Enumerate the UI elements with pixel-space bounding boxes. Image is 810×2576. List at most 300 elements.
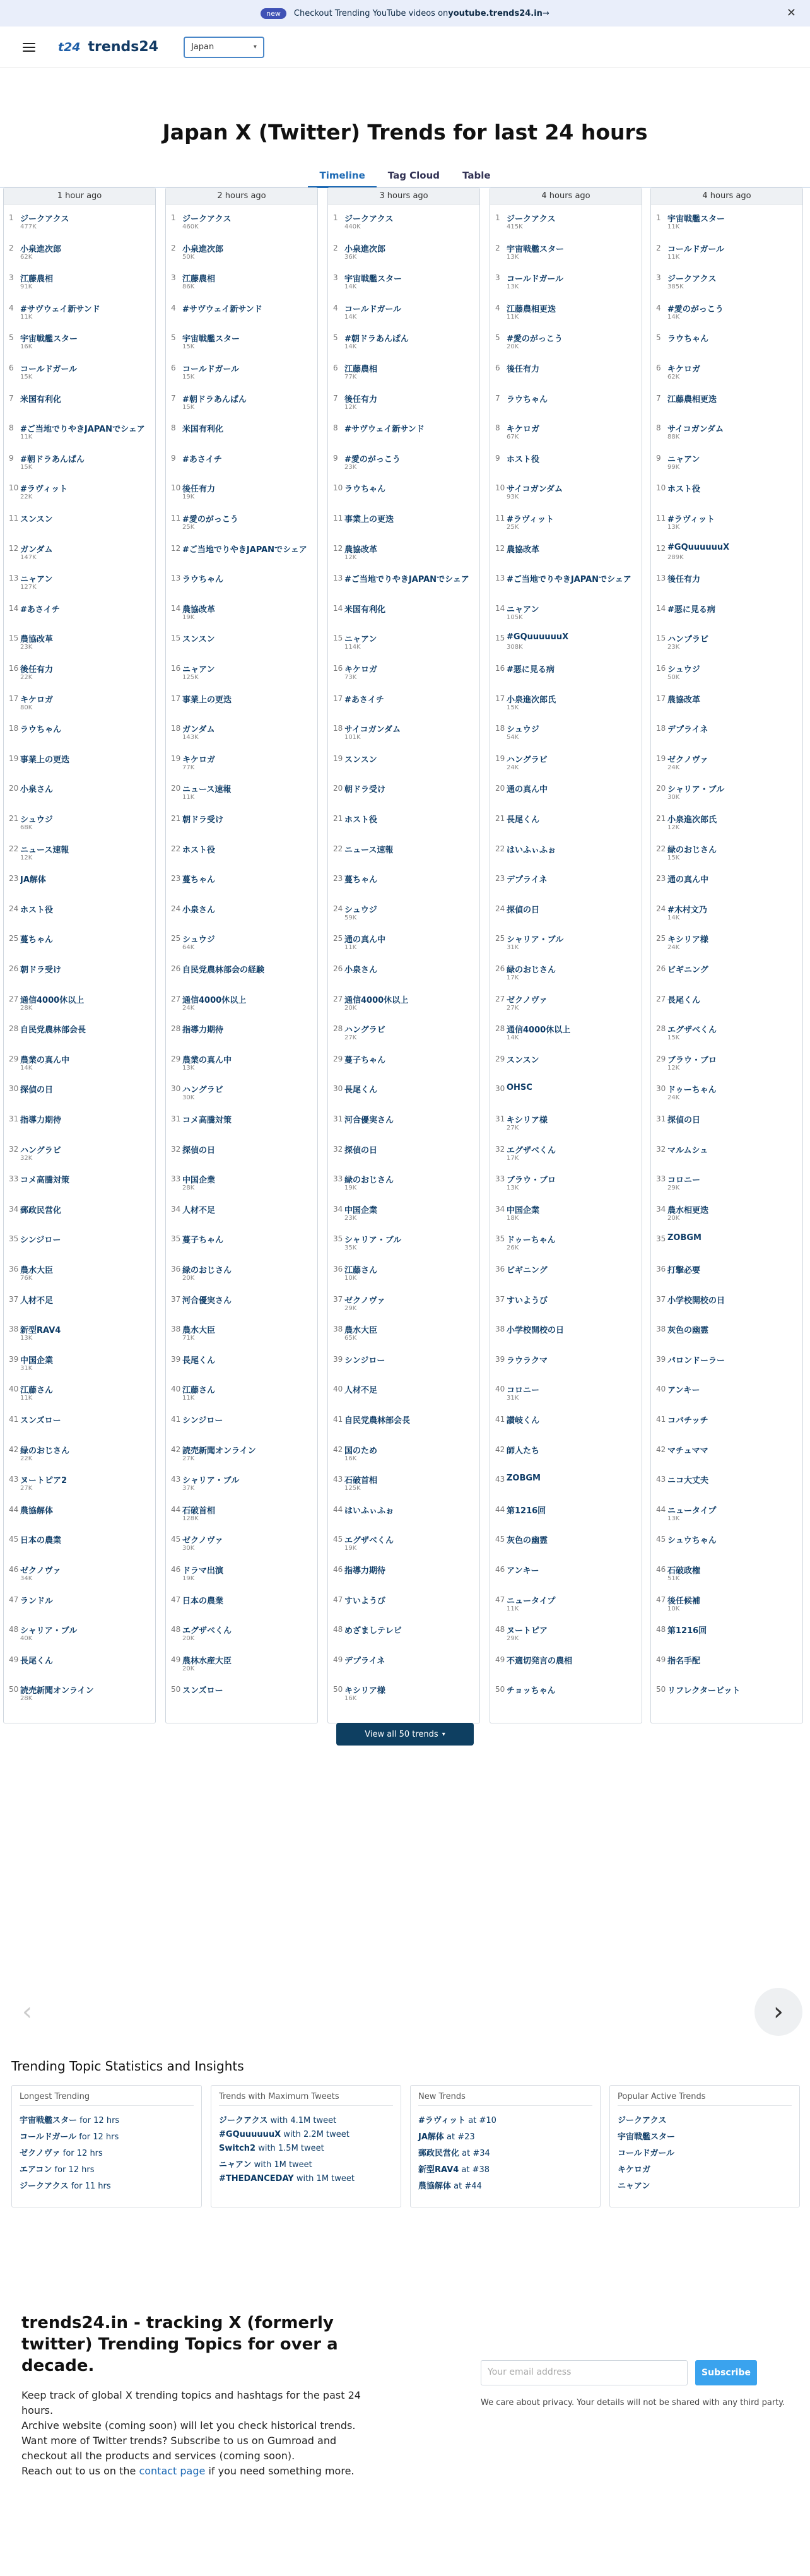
tweet-count: 27K	[20, 1485, 33, 1492]
tab-tag-cloud[interactable]: Tag Cloud	[387, 170, 440, 181]
trend-link[interactable]: デプライネ	[344, 1656, 385, 1666]
trend-link[interactable]: ZOBGM	[667, 1233, 701, 1243]
stat-trend-link[interactable]: コールドガール	[20, 2132, 77, 2142]
stat-trend-link[interactable]: ジークアクス	[20, 2182, 69, 2191]
trend-link[interactable]: 蔓ちゃん	[20, 935, 54, 945]
trend-link[interactable]: 河合優実さん	[182, 1296, 232, 1306]
trend-link[interactable]: シンジロー	[344, 1356, 385, 1366]
trend-link[interactable]: 通信4000休以上	[344, 995, 409, 1005]
trend-link[interactable]: 指導力期待	[344, 1566, 386, 1576]
trend-link[interactable]: 蔓子ちゃん	[344, 1055, 386, 1065]
trend-link[interactable]: コメ高騰対策	[20, 1176, 70, 1186]
trend-link[interactable]: ラウちゃん	[182, 575, 224, 585]
trend-link[interactable]: 小泉さん	[20, 785, 54, 795]
trend-link[interactable]: マルムシュ	[667, 1145, 708, 1155]
stat-trend-link[interactable]: ゼクノヴァ	[20, 2149, 61, 2158]
trend-link[interactable]: シャリア・ブル	[20, 1626, 78, 1636]
stat-trend-link[interactable]: 宇宙戦艦スター	[618, 2132, 676, 2142]
tweet-count: 289K	[667, 553, 684, 561]
trend-link[interactable]: 江藤農相更迭	[507, 304, 556, 314]
prev-arrow-icon[interactable]: ‹	[3, 1988, 51, 2036]
trend-link[interactable]: 通信4000休以上	[182, 995, 247, 1005]
trend-link[interactable]: スンスン	[344, 755, 377, 765]
trend-link[interactable]: 緑のおじさん	[667, 845, 717, 855]
tab-timeline[interactable]: Timeline	[308, 166, 376, 188]
trend-link[interactable]: OHSC	[507, 1083, 532, 1093]
trend-link[interactable]: すいようび	[344, 1596, 386, 1606]
trend-link[interactable]: ニャアン	[667, 454, 700, 464]
trend-link[interactable]: #愛のがっこう	[667, 304, 724, 314]
close-icon[interactable]: ✕	[786, 6, 796, 20]
trend-link[interactable]: 後任候補	[667, 1596, 701, 1606]
trend-link[interactable]: ホスト役	[182, 845, 216, 855]
trend-link[interactable]: 不適切発言の農相	[507, 1656, 573, 1666]
trend-link[interactable]: 江藤さん	[182, 1386, 216, 1396]
trend-link[interactable]: 後任有力	[344, 394, 378, 405]
stat-trend-link[interactable]: 農協解体	[418, 2182, 452, 2191]
trend-link[interactable]: ニュース速報	[182, 785, 232, 795]
trend-link[interactable]: 米国有利化	[344, 605, 386, 615]
trend-link[interactable]: 朝ドラ受け	[344, 785, 386, 795]
stat-trend-link[interactable]: #GQuuuuuuX	[219, 2130, 281, 2139]
trend-link[interactable]: #ご当地でりやきJAPANでシェア	[182, 545, 307, 555]
trend-link[interactable]: 江藤さん	[344, 1266, 378, 1275]
trend-link[interactable]: キシリア様	[507, 1116, 548, 1125]
trend-link[interactable]: #ラヴィット	[20, 485, 68, 495]
logo[interactable]: t24	[58, 40, 81, 54]
trend-link[interactable]: 江藤農相更迭	[667, 394, 717, 405]
trend-link[interactable]: 後任有力	[182, 485, 216, 495]
trend-link[interactable]: #サヴウェイ新サンド	[20, 304, 100, 314]
trend-link[interactable]: 日本の農業	[20, 1536, 62, 1546]
trend-link[interactable]: 小泉さん	[344, 966, 378, 975]
trend-link[interactable]: 農業の真ん中	[20, 1055, 70, 1065]
trend-link[interactable]: キケロガ	[507, 425, 540, 435]
trend-link[interactable]: 通信4000休以上	[20, 995, 85, 1005]
trend-link[interactable]: 朝ドラ受け	[182, 815, 224, 825]
stat-trend-link[interactable]: #THEDANCEDAY	[219, 2174, 294, 2183]
trend-link[interactable]: 宇宙戦艦スター	[667, 215, 725, 224]
trend-link[interactable]: #GQuuuuuuX	[667, 542, 730, 552]
trend-link[interactable]: 宇宙戦艦スター	[344, 275, 402, 285]
stat-trend-link[interactable]: 宇宙戦艦スター	[20, 2116, 78, 2125]
email-input[interactable]: Your email address	[481, 2360, 688, 2385]
trend-link[interactable]: #サヴウェイ新サンド	[344, 425, 425, 435]
trend-link[interactable]: 探偵の日	[20, 1085, 54, 1096]
stat-trend-link[interactable]: エアコン	[20, 2165, 52, 2175]
trend-link[interactable]: 緑のおじさん	[182, 1266, 232, 1275]
trend-link[interactable]: ホスト役	[507, 454, 540, 464]
trend-link[interactable]: ニャアン	[182, 665, 215, 675]
trend-link[interactable]: 事業上の更迭	[20, 755, 70, 765]
trend-link[interactable]: ゼクノヴァ	[667, 755, 708, 765]
trend-link[interactable]: 小泉進次郎	[344, 244, 386, 254]
trend-link[interactable]: ビギニング	[667, 966, 708, 975]
trend-link[interactable]: 読売新聞オンライン	[182, 1446, 256, 1456]
trend-link[interactable]: エグザベくん	[182, 1626, 232, 1636]
trend-link[interactable]: 郵政民営化	[20, 1205, 62, 1215]
trend-link[interactable]: 第1216回	[667, 1626, 707, 1636]
trend-link[interactable]: #朝ドラあんぱん	[20, 454, 85, 464]
trend-link[interactable]: 長尾くん	[667, 995, 701, 1005]
trend-link[interactable]: ニャアン	[344, 635, 377, 645]
trend-rank: 37	[171, 1294, 181, 1304]
trend-link[interactable]: ジークアクス	[182, 215, 232, 224]
trend-link[interactable]: 探偵の日	[507, 905, 540, 915]
trend-link[interactable]: 小泉進次郎	[182, 244, 224, 254]
trend-link[interactable]: ニュース速報	[20, 845, 69, 855]
trend-link[interactable]: 通の真ん中	[344, 935, 386, 945]
trend-link[interactable]: コールドガール	[20, 365, 78, 374]
trend-link[interactable]: 灰色の幽霊	[667, 1326, 709, 1336]
trend-link[interactable]: ハングラビ	[344, 1025, 385, 1036]
trend-link[interactable]: デプライネ	[667, 725, 708, 735]
trend-link[interactable]: ドゥーちゃん	[667, 1085, 717, 1096]
trend-row	[490, 1354, 642, 1381]
trend-link[interactable]: ドゥーちゃん	[507, 1236, 556, 1246]
trend-row	[328, 1023, 479, 1051]
trend-link[interactable]: シャリア・ブル	[507, 935, 564, 945]
trend-link[interactable]: 農業の真ん中	[182, 1055, 232, 1065]
next-arrow-icon[interactable]: ›	[754, 1988, 802, 2036]
trend-link[interactable]: ホスト役	[20, 905, 54, 915]
trend-link[interactable]: 緑のおじさん	[20, 1446, 70, 1456]
trend-link[interactable]: 中国企業	[182, 1176, 216, 1186]
trend-link[interactable]: 師人たち	[507, 1446, 540, 1456]
trend-link[interactable]: 中国企業	[507, 1205, 540, 1215]
trend-link[interactable]: コールドガール	[344, 304, 402, 314]
trend-link[interactable]: はいふぃふぉ	[507, 845, 556, 855]
trend-link[interactable]: 農協解体	[20, 1506, 54, 1516]
trend-link[interactable]: スンスン	[182, 635, 215, 645]
trend-link[interactable]: 中国企業	[20, 1356, 54, 1366]
trend-link[interactable]: 蔓ちゃん	[182, 875, 216, 885]
trend-link[interactable]: シャリア・ブル	[344, 1236, 402, 1246]
trend-link[interactable]: キシリア様	[344, 1686, 385, 1696]
trend-link[interactable]: スンズロー	[182, 1686, 223, 1696]
trend-link[interactable]: コールドガール	[182, 365, 240, 374]
trend-link[interactable]: スンズロー	[20, 1416, 61, 1426]
trend-link[interactable]: #あさイチ	[182, 454, 222, 464]
trend-link[interactable]: スンスン	[20, 515, 53, 524]
trend-link[interactable]: 宇宙戦艦スター	[20, 334, 78, 345]
trend-link[interactable]: 国のため	[344, 1446, 378, 1456]
trend-link[interactable]: コロニー	[507, 1386, 540, 1396]
trend-link[interactable]: 讃岐くん	[507, 1416, 540, 1426]
trend-link[interactable]: シュウジ	[507, 725, 539, 735]
stat-trend-link[interactable]: JA解体	[418, 2132, 444, 2142]
brand-name[interactable]: trends24	[88, 39, 158, 55]
trend-row	[651, 332, 802, 360]
trend-link[interactable]: キケロガ	[344, 665, 378, 675]
tab-table[interactable]: Table	[462, 170, 491, 181]
trend-link[interactable]: ニャアン	[507, 605, 539, 615]
trend-link[interactable]: 新型RAV4	[20, 1326, 61, 1336]
trend-link[interactable]: 小泉進次郎氏	[507, 695, 556, 705]
trend-link[interactable]: ハングラビ	[182, 1085, 223, 1096]
trend-link[interactable]: ハングラビ	[20, 1145, 61, 1155]
trend-link[interactable]: 長尾くん	[182, 1356, 216, 1366]
trend-link[interactable]: シュウジ	[182, 935, 215, 945]
trend-link[interactable]: シュウジ	[667, 665, 700, 675]
trend-link[interactable]: キシリア様	[667, 935, 708, 945]
trend-row	[4, 1023, 155, 1051]
trend-link[interactable]: 石破首相	[182, 1506, 216, 1516]
trend-link[interactable]: チョッちゃん	[507, 1686, 556, 1696]
trend-link[interactable]: #ご当地でりやきJAPANでシェア	[344, 575, 469, 585]
trend-link[interactable]: シュウジ	[20, 815, 53, 825]
trend-link[interactable]: ゼクノヴァ	[182, 1536, 223, 1546]
trend-link[interactable]: キケロガ	[667, 365, 701, 374]
trend-link[interactable]: 中国企業	[344, 1205, 378, 1215]
trend-link[interactable]: 朝ドラ受け	[20, 966, 62, 975]
trend-link[interactable]: 指導力期待	[182, 1025, 224, 1036]
trend-link[interactable]: 第1216回	[507, 1506, 546, 1516]
trend-link[interactable]: #サヴウェイ新サンド	[182, 304, 262, 314]
trend-link[interactable]: 小泉進次郎氏	[667, 815, 717, 825]
trend-link[interactable]: 通の真ん中	[507, 785, 548, 795]
trend-link[interactable]: 事業上の更迭	[182, 695, 232, 705]
trend-rank: 23	[171, 874, 181, 883]
trend-link[interactable]: 後任有力	[507, 365, 540, 374]
trend-link[interactable]: エグザベくん	[667, 1025, 717, 1036]
trend-link[interactable]: ラウちゃん	[667, 334, 709, 345]
trend-link[interactable]: 通信4000休以上	[507, 1025, 571, 1036]
trend-link[interactable]: 指名手配	[667, 1656, 701, 1666]
trend-link[interactable]: ジークアクス	[344, 215, 394, 224]
trend-link[interactable]: 長尾くん	[344, 1085, 378, 1096]
trend-link[interactable]: ゼクノヴァ	[344, 1296, 385, 1306]
trend-link[interactable]: ジークアクス	[667, 275, 717, 285]
trend-link[interactable]: キケロガ	[20, 695, 54, 705]
trend-link[interactable]: 通の真ん中	[667, 875, 709, 885]
trend-link[interactable]: 人材不足	[344, 1386, 378, 1396]
trend-link[interactable]: エグザベくん	[344, 1536, 394, 1546]
trend-link[interactable]: ハングラビ	[507, 755, 548, 765]
trend-link[interactable]: ニコ大丈夫	[667, 1476, 709, 1486]
trend-rank: 30	[171, 1084, 181, 1094]
trend-link[interactable]: 事業上の更迭	[344, 515, 394, 524]
country-select[interactable]	[184, 37, 264, 58]
trend-link[interactable]: コールドガール	[507, 275, 564, 285]
trend-link[interactable]: 江藤農相	[20, 275, 54, 285]
trend-link[interactable]: シンジロー	[20, 1236, 61, 1246]
trend-link[interactable]: 自民党農林部会長	[344, 1416, 411, 1426]
trend-link[interactable]: サイコガンダム	[344, 725, 401, 735]
trend-link[interactable]: アンキー	[667, 1386, 700, 1396]
trend-link[interactable]: #愛のがっこう	[182, 515, 238, 524]
trend-link[interactable]: 打撃必要	[667, 1266, 701, 1275]
stat-trend-link[interactable]: コールドガール	[618, 2149, 675, 2158]
trend-link[interactable]: ニュータイプ	[667, 1506, 717, 1516]
trend-link[interactable]: 小学校開校の日	[667, 1296, 725, 1306]
trend-link[interactable]: シャリア・ブル	[667, 785, 725, 795]
trend-row	[651, 723, 802, 750]
banner-link[interactable]: youtube.trends24.in	[448, 8, 543, 18]
trend-link[interactable]: デプライネ	[507, 875, 548, 885]
trend-link[interactable]: #GQuuuuuuX	[507, 632, 569, 642]
trend-link[interactable]: #悪に見る病	[667, 605, 715, 615]
subscribe-button[interactable]: Subscribe	[695, 2360, 757, 2385]
trend-rank: 4	[495, 303, 500, 312]
trend-link[interactable]: #愛のがっこう	[507, 334, 563, 345]
trend-link[interactable]: ニュータイプ	[507, 1596, 556, 1606]
trend-link[interactable]: 石破首相	[344, 1476, 378, 1486]
trend-link[interactable]: #ご当地でりやきJAPANでシェア	[20, 425, 145, 435]
trend-link[interactable]: 蔓ちゃん	[344, 875, 378, 885]
trend-link[interactable]: すいようび	[507, 1296, 548, 1306]
trend-link[interactable]: 江藤さん	[20, 1386, 54, 1396]
trend-link[interactable]: ハンプラビ	[667, 635, 709, 645]
trend-link[interactable]: 農林水産大臣	[182, 1656, 232, 1666]
trend-link[interactable]: #あさイチ	[20, 605, 60, 615]
trend-link[interactable]: 緑のおじさん	[507, 966, 556, 975]
trend-link[interactable]: エグザベくん	[507, 1145, 556, 1155]
trend-link[interactable]: #ご当地でりやきJAPANでシェア	[507, 575, 631, 585]
trend-link[interactable]: 農協改革	[182, 605, 216, 615]
trend-link[interactable]: 米国有利化	[20, 394, 62, 405]
trend-link[interactable]: コールドガール	[667, 244, 725, 254]
trend-link[interactable]: 自民党農林部会の経験	[182, 966, 265, 975]
stat-trend-link[interactable]: ジークアクス	[219, 2116, 268, 2125]
trend-link[interactable]: ドラマ出演	[182, 1566, 224, 1576]
trend-link[interactable]: 後任有力	[20, 665, 54, 675]
trend-link[interactable]: コバチッチ	[667, 1416, 708, 1426]
stat-trend-link[interactable]: Switch2	[219, 2144, 256, 2153]
trend-link[interactable]: 蔓子ちゃん	[182, 1236, 224, 1246]
trend-link[interactable]: ラウラクマ	[507, 1356, 548, 1366]
trend-link[interactable]: キケロガ	[182, 755, 216, 765]
trend-link[interactable]: リフレクタービット	[667, 1686, 741, 1696]
view-all-button[interactable]	[336, 1723, 474, 1746]
trend-rank: 24	[171, 904, 181, 913]
trend-link[interactable]: ヌートピア2	[20, 1476, 68, 1486]
trend-link[interactable]: 農水相更迭	[667, 1205, 709, 1215]
trend-link[interactable]: #ラヴィット	[667, 515, 715, 524]
trend-link[interactable]: ニュース速報	[344, 845, 394, 855]
trend-link[interactable]: 後任有力	[667, 575, 701, 585]
trend-link[interactable]: マチュママ	[667, 1446, 708, 1456]
trend-link[interactable]: #朝ドラあんぱん	[182, 394, 247, 405]
trend-link[interactable]: #悪に見る病	[507, 665, 555, 675]
trend-link[interactable]: コロニー	[667, 1176, 701, 1186]
trend-link[interactable]: ブラウ・ブロ	[667, 1055, 717, 1065]
trend-link[interactable]: ホスト役	[344, 815, 378, 825]
trend-link[interactable]: #ラヴィット	[507, 515, 555, 524]
trend-link[interactable]: 読売新聞オンライン	[20, 1686, 94, 1696]
trend-link[interactable]: ゼクノヴァ	[20, 1566, 61, 1576]
stat-trend-link[interactable]: #ラヴィット	[418, 2116, 466, 2125]
trend-link[interactable]: ガンダム	[20, 545, 53, 555]
trend-link[interactable]: サイコガンダム	[667, 425, 724, 435]
trend-link[interactable]: 江藤農相	[182, 275, 216, 285]
trend-link[interactable]: ジークアクス	[507, 215, 556, 224]
contact-link[interactable]: contact page	[139, 2465, 206, 2477]
trend-link[interactable]: 自民党農林部会長	[20, 1025, 86, 1036]
trend-link[interactable]: 農水大臣	[344, 1326, 378, 1336]
trend-link[interactable]: 農協改革	[667, 695, 701, 705]
trend-link[interactable]: ヌートピア	[507, 1626, 548, 1636]
trend-link[interactable]: シンジロー	[182, 1416, 223, 1426]
trend-link[interactable]: #木村文乃	[667, 905, 707, 915]
trend-link[interactable]: アンキー	[507, 1566, 539, 1576]
trend-link[interactable]: 指導力期待	[20, 1116, 62, 1125]
trend-link[interactable]: 長尾くん	[507, 815, 540, 825]
trend-link[interactable]: 小学校開校の日	[507, 1326, 565, 1336]
menu-icon[interactable]	[23, 43, 35, 52]
trend-link[interactable]: ラウちゃん	[507, 394, 548, 405]
stat-trend-link[interactable]: ジークアクス	[618, 2116, 667, 2125]
trend-link[interactable]: ラウちゃん	[344, 485, 386, 495]
trend-link[interactable]: ビギニング	[507, 1266, 548, 1275]
trend-link[interactable]: 宇宙戦艦スター	[507, 244, 565, 254]
trend-link[interactable]: 長尾くん	[20, 1656, 54, 1666]
trend-link[interactable]: #あさイチ	[344, 695, 384, 705]
trend-link[interactable]: ZOBGM	[507, 1474, 541, 1484]
privacy-note: We care about privacy. Your details will not be shared with any third party.	[481, 2398, 785, 2408]
trend-link[interactable]: 米国有利化	[182, 425, 224, 435]
trend-link[interactable]: ジークアクス	[20, 215, 69, 224]
trend-link[interactable]: シャリア・ブル	[182, 1476, 240, 1486]
trend-link[interactable]: ガンダム	[182, 725, 215, 735]
trend-link[interactable]: 探偵の日	[344, 1145, 378, 1155]
stat-trend-link[interactable]: ニャアン	[618, 2182, 650, 2191]
trend-link[interactable]: 小泉さん	[182, 905, 216, 915]
stat-trend-link[interactable]: 新型RAV4	[418, 2165, 459, 2175]
stat-trend-link[interactable]: キケロガ	[618, 2165, 651, 2175]
trend-link[interactable]: 農水大臣	[20, 1266, 54, 1275]
trend-link[interactable]: ホスト役	[667, 485, 701, 495]
trend-link[interactable]: 農協改革	[20, 635, 54, 645]
trend-link[interactable]: 農水大臣	[182, 1326, 216, 1336]
stat-trend-link[interactable]: ニャアン	[219, 2160, 252, 2170]
trend-rank: 31	[171, 1114, 181, 1123]
trend-link[interactable]: スンスン	[507, 1055, 539, 1065]
trend-link[interactable]: はいふぃふぉ	[344, 1506, 394, 1516]
trend-link[interactable]: 石破政権	[667, 1566, 701, 1576]
trend-link[interactable]: シュウジ	[344, 905, 377, 915]
trend-link[interactable]: #朝ドラあんぱん	[344, 334, 409, 345]
trend-link[interactable]: JA解体	[20, 875, 46, 885]
trend-link[interactable]: #愛のがっこう	[344, 454, 401, 464]
trend-link[interactable]: コメ高騰対策	[182, 1116, 232, 1125]
trend-link[interactable]: 探偵の日	[667, 1116, 701, 1125]
trend-link[interactable]: 日本の農業	[182, 1596, 224, 1606]
trend-link[interactable]: めざましテレビ	[344, 1626, 402, 1636]
trend-link[interactable]: 農協改革	[507, 545, 540, 555]
trend-link[interactable]: ゼクノヴァ	[507, 995, 548, 1005]
trend-link[interactable]: 人材不足	[20, 1296, 54, 1306]
trend-link[interactable]: シュウちゃん	[667, 1536, 717, 1546]
trend-link[interactable]: 江藤農相	[344, 365, 378, 374]
trend-link[interactable]: ラウちゃん	[20, 725, 62, 735]
stat-trend-link[interactable]: 郵政民営化	[418, 2149, 460, 2158]
trend-link[interactable]: 緑のおじさん	[344, 1176, 394, 1186]
trend-link[interactable]: 農協改革	[344, 545, 378, 555]
trend-link[interactable]: ランドル	[20, 1596, 54, 1606]
trend-link[interactable]: サイコガンダム	[507, 485, 563, 495]
trend-link[interactable]: 探偵の日	[182, 1145, 216, 1155]
trend-link[interactable]: 小泉進次郎	[20, 244, 62, 254]
trend-link[interactable]: ニャアン	[20, 575, 53, 585]
trend-rank: 30	[495, 1084, 505, 1094]
trend-link[interactable]: 灰色の幽霊	[507, 1536, 548, 1546]
trend-link[interactable]: 人材不足	[182, 1205, 216, 1215]
trend-link[interactable]: 宇宙戦艦スター	[182, 334, 240, 345]
trend-link[interactable]: 河合優実さん	[344, 1116, 394, 1125]
trend-link[interactable]: ブラウ・ブロ	[507, 1176, 556, 1186]
trend-link[interactable]: パロンドーラー	[667, 1356, 725, 1366]
